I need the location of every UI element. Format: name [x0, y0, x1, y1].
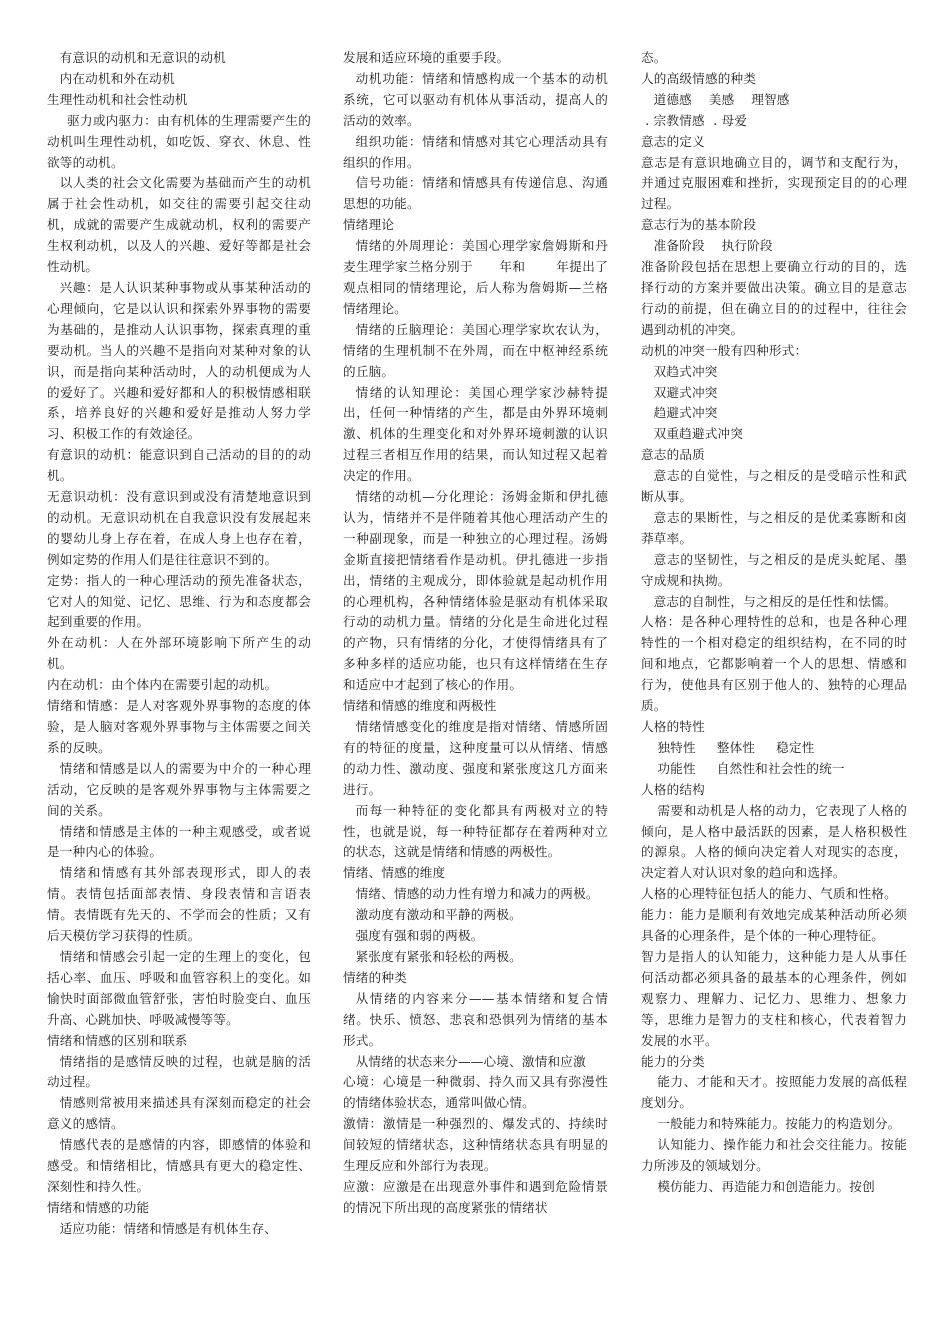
paragraph: 意志的定义	[641, 133, 705, 149]
paragraph: 从情绪的内容来分——基本情绪和复合情绪。快乐、愤怒、悲哀和恐惧列为情绪的基本形式。	[343, 990, 608, 1048]
paragraph: 情绪的丘脑理论：美国心理学家坎农认为，情绪的生理机制不在外周，而在中枢神经系统的丘脑。	[343, 321, 608, 379]
text-column-middle	[343, 48, 608, 1219]
paragraph: 情绪和情感是以人的需要为中介的一种心理活动，它反映的是客观外界事物与主体需要之间的关系。	[47, 760, 311, 818]
paragraph: 强度有强和弱的两极。	[355, 928, 484, 944]
paragraph: 兴趣：是人认识某种事物或从事某种活动的心理倾向，它是以认识和探索外界事物的需要为基础的，是推动人认识事物，探索真理的重要动机。当人的兴趣不是指向对某种对象的认识，而是指向某种活动时，人的动机便成为人的爱好了。兴趣和爱好都和人的积极情感相联系，培养良好的兴趣和爱好是推动人努力学习、积极工作的有效途径。	[47, 279, 311, 442]
paragraph: 有意识的动机：能意识到自己活动的目的的动机。	[47, 447, 311, 484]
paragraph: 情绪的外周理论：美国心理学家詹姆斯和丹麦生理学家兰格分别于 年和 年提出了观点相同的情绪理论，后人称为詹姆斯—兰格情绪理论。	[343, 238, 608, 316]
paragraph: 情感代表的是感情的内容，即感情的体验和感受。和情绪相比，情感具有更大的稳定性、深刻性和持久性。	[47, 1137, 311, 1194]
paragraph: 模仿能力、再造能力和创造能力。按创	[657, 1178, 875, 1194]
paragraph: 情绪理论	[343, 217, 395, 233]
paragraph: 双重趋避式冲突	[653, 426, 744, 442]
paragraph: 组织功能：情绪和情感对其它心理活动具有组织的作用。	[343, 133, 608, 170]
paragraph: 双避式冲突	[653, 384, 718, 400]
paragraph: 激动度有激动和平静的两极。	[355, 907, 522, 923]
paragraph: 意志的果断性，与之相反的是优柔寡断和卤莽草率。	[641, 509, 907, 546]
paragraph: 意志的品质	[641, 447, 705, 463]
paragraph: 人的高级情感的种类	[641, 70, 757, 86]
paragraph: 发展和适应环境的重要手段。	[343, 50, 510, 65]
paragraph: 适应功能：情绪和情感是有机体生存、	[59, 1220, 278, 1236]
paragraph: 信号功能：情绪和情感具有传递信息、沟通思想的功能。	[343, 175, 608, 212]
paragraph: 内在动机：由个体内在需要引起的动机。	[47, 677, 278, 693]
paragraph: 驱力或内驱力：由有机体的生理需要产生的动机叫生理性动机，如吃饭、穿衣、休息、性欲等的动机。	[47, 112, 311, 170]
paragraph: 道德感 美感 理智感	[653, 91, 790, 107]
paragraph: 意志的坚韧性，与之相反的是虎头蛇尾、墨守成规和执拗。	[641, 551, 907, 588]
paragraph: 意志行为的基本阶段	[641, 217, 757, 233]
paragraph: 心境：心境是一种微弱、持久而又具有弥漫性的情绪体验状态，通常叫做心情。	[343, 1074, 608, 1111]
text-column-right	[641, 48, 907, 1198]
paragraph: 内在动机和外在动机	[59, 70, 175, 86]
paragraph: 功能性 自然性和社会性的统一	[657, 760, 845, 776]
paragraph: 趋避式冲突	[653, 405, 718, 421]
paragraph: 情绪的认知理论：美国心理学家沙赫特提出，任何一种情绪的产生，都是由外界环境刺激、机体的生理变化和对外界环境刺激的认识过程三者相互作用的结果，而认知过程又起着决定的作用。	[343, 384, 608, 484]
paragraph: 情绪和情感的区别和联系	[47, 1032, 188, 1048]
paragraph: 意志是有意识地确立目的，调节和支配行为，并通过克服困难和挫折，实现预定目的的心理过程。	[641, 154, 907, 212]
paragraph: 情绪和情感有其外部表现形式，即人的表情。表情包括面部表情、身段表情和言语表情。表情既有先天的、不学而会的性质；又有后天模仿学习获得的性质。	[47, 865, 311, 944]
paragraph: 情绪、情感的动力性有增力和减力的两极。	[355, 886, 599, 902]
paragraph: 一般能力和特殊能力。按能力的构造划分。	[657, 1116, 901, 1132]
paragraph: 双趋式冲突	[653, 363, 718, 379]
paragraph: 紧张度有紧张和轻松的两极。	[355, 948, 522, 964]
paragraph: 智力是指人的认知能力，这种能力是人从事任何活动都必须具备的最基本的心理条件，例如观察力、理解力、记忆力、思维力、想象力等，思维力是智力的支柱和核心，代表着智力发展的水平。	[641, 948, 907, 1048]
paragraph: 情感则常被用来描述具有深刻而稳定的社会意义的感情。	[47, 1095, 311, 1132]
paragraph: 意志的自制性，与之相反的是任性和怯懦。	[653, 593, 897, 609]
paragraph: 人格的心理特征包括人的能力、气质和性格。	[641, 886, 897, 902]
paragraph: 情绪和情感是主体的一种主观感受，或者说是一种内心的体验。	[47, 823, 311, 860]
paragraph: 情绪和情感的维度和两极性	[343, 698, 497, 714]
paragraph: 情绪的动机—分化理论：汤姆金斯和伊扎德认为，情绪并不是伴随着其他心理活动产生的一种副现象，而是一种独立的心理过程。汤姆金斯直接把情绪看作是动机。伊扎德进一步指出，情绪的主观成分，即体验就是起动机作用的心理机构，各种情绪体验是驱动有机体采取行动的动机力量。情绪的分化是生命进化过程的产物，只有情绪的分化，才使得情绪具有了多种多样的适应功能，也只有这样情绪在生存和适应中才起到了核心的作用。	[343, 489, 608, 693]
paragraph: 能力：能力是顺利有效地完成某种活动所必须具备的心理条件，是个体的一种心理特征。	[641, 907, 907, 944]
paragraph: 意志的自觉性，与之相反的是受暗示性和武断从事。	[641, 468, 907, 505]
paragraph: 需要和动机是人格的动力，它表现了人格的倾向，是人格中最活跃的因素，是人格积极性的源泉。人格的倾向决定着人对现实的态度，决定着人对认识对象的趋向和选择。	[641, 802, 907, 881]
paragraph: 人格：是各种心理特性的总和，也是各种心理特性的一个相对稳定的组织结构，在不同的时间和地点，它都影响着一个人的思想、情感和行为，使他具有区别于他人的、独特的心理品质。	[641, 614, 907, 714]
paragraph: 无意识动机：没有意识到或没有清楚地意识到的动机。无意识动机在自我意识没有发展起来的婴幼儿身上存在着，在成人身上也存在着，例如定势的作用人们是往往意识不到的。	[47, 489, 311, 567]
paragraph: 人格的特性	[641, 719, 705, 734]
paragraph: 情绪和情感的功能	[47, 1199, 150, 1215]
paragraph: 独特性 整体性 稳定性	[657, 739, 815, 755]
paragraph: 认知能力、操作能力和社会交往能力。按能力所涉及的领域划分。	[641, 1137, 907, 1174]
paragraph: 以人类的社会文化需要为基础而产生的动机属于社会性动机，如交往的需要引起交往动机，成就的需要产生成就动机，权利的需要产生权利动机，以及人的兴趣、爱好等都是社会性动机。	[47, 175, 311, 275]
paragraph: 定势：指人的一种心理活动的预先准备状态，它对人的知觉、记忆、思维、行为和态度都会起到重要的作用。	[47, 572, 311, 630]
paragraph: . 宗教情感 . 母爱	[641, 112, 748, 128]
paragraph: 动机功能：情绪和情感构成一个基本的动机系统，它可以驱动有机体从事活动，提高人的活动的效率。	[343, 70, 608, 128]
paragraph: 激情：激情是一种强烈的、爆发式的、持续时间较短的情绪状态，这种情绪状态具有明显的生理反应和外部行为表现。	[343, 1116, 608, 1174]
paragraph: 动机的冲突一般有四种形式：	[641, 342, 808, 358]
paragraph: 人格的结构	[641, 781, 705, 797]
paragraph: 情绪情感变化的维度是指对情绪、情感所固有的特征的度量，这种度量可以从情绪、情感的动力性、激动度、强度和紧张度这几方面来进行。	[343, 719, 608, 797]
paragraph: 能力、才能和天才。按照能力发展的高低程度划分。	[641, 1074, 907, 1111]
paragraph: 准备阶段包括在思想上要确立行动的目的，选择行动的方案并要做出决策。确立目的是意志行动的前提，但在确立目的的过程中，往往会遇到动机的冲突。	[641, 259, 907, 337]
paragraph: 应激：应激是在出现意外事件和遇到危险情景的情况下所出现的高度紧张的情绪状	[343, 1178, 608, 1215]
paragraph: 情绪和情感：是人对客观外界事物的态度的体验，是人脑对客观外界事物与主体需要之间关系的反映。	[47, 698, 311, 755]
paragraph: 外在动机：人在外部环境影响下所产生的动机。	[47, 635, 311, 672]
paragraph: 情绪的种类	[343, 969, 407, 985]
paragraph: 而每一种特征的变化都具有两极对立的特性，也就是说，每一种特征都存在着两种对立的状态，这就是情绪和情感的两极性。	[343, 802, 608, 860]
paragraph: 情绪指的是感情反映的过程，也就是脑的活动过程。	[47, 1053, 311, 1090]
paragraph: 情绪、情感的维度	[343, 865, 446, 881]
paragraph: 从情绪的状态来分——心境、激情和应激	[355, 1053, 586, 1069]
paragraph: 准备阶段 执行阶段	[653, 238, 773, 254]
paragraph: 生理性动机和社会性动机	[47, 91, 188, 107]
paragraph: 情绪和情感会引起一定的生理上的变化，包括心率、血压、呼吸和血管容积上的变化。如愉快时面部微血管舒张，害怕时脸变白、血压升高、心跳加快、呼吸减慢等等。	[47, 948, 311, 1027]
paragraph: 态。	[641, 50, 667, 65]
paragraph: 能力的分类	[641, 1053, 705, 1069]
text-column-left	[47, 48, 311, 1240]
paragraph: 有意识的动机和无意识的动机	[59, 50, 226, 65]
